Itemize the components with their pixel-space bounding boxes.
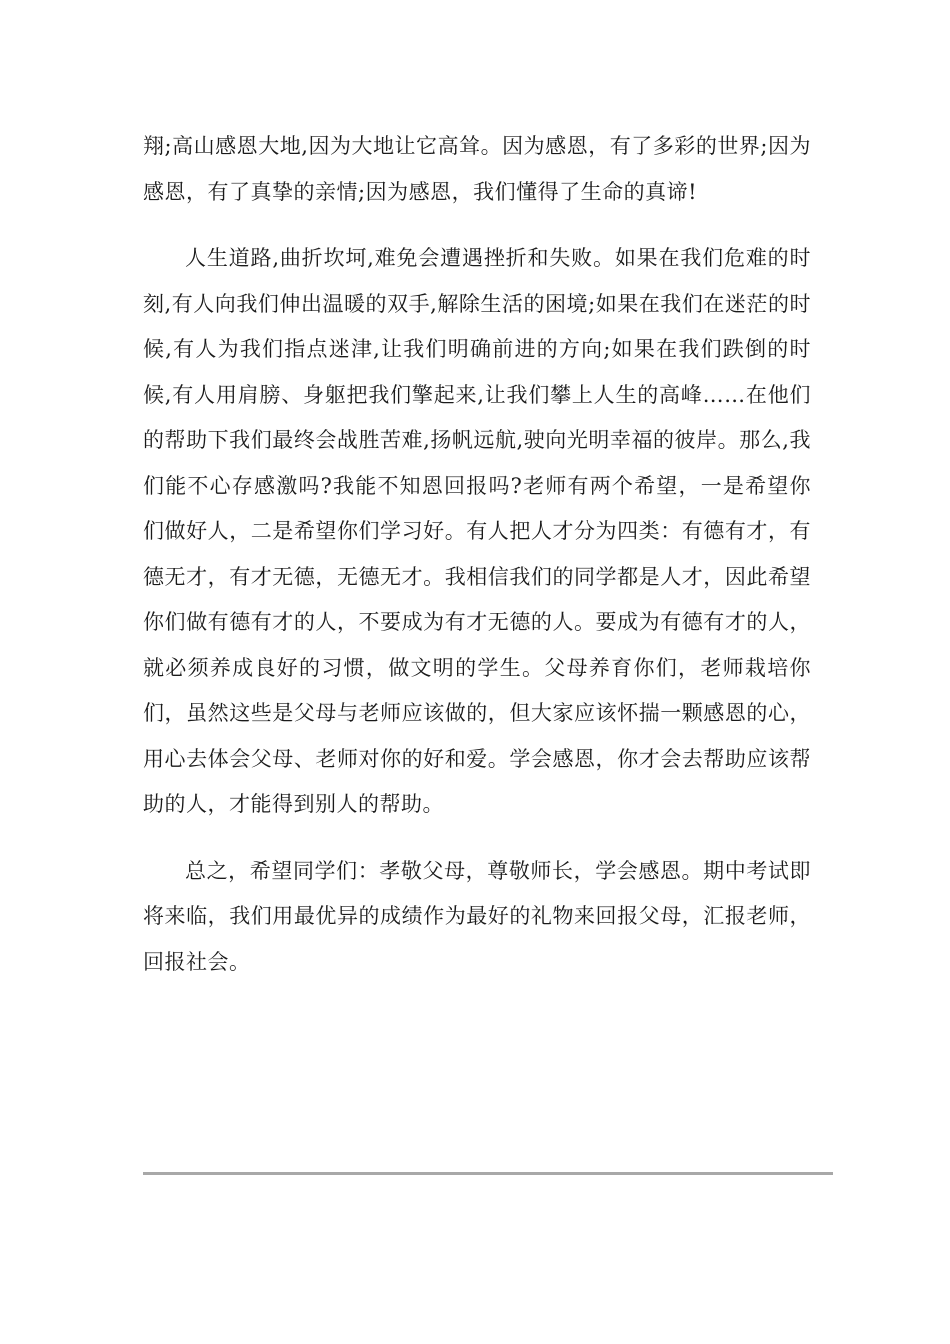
paragraph-continuation: 翔;高山感恩大地,因为大地让它高耸。因为感恩，有了多彩的世界;因为感恩，有了真挚的亲情;因为感恩，我们懂得了生命的真谛! (143, 134, 811, 204)
document-body (143, 124, 811, 985)
paragraph-gratitude-help: 人生道路,曲折坎坷,难免会遭遇挫折和失败。如果在我们危难的时刻,有人向我们伸出温暖的双手,解除生活的困境;如果在我们在迷茫的时候,有人为我们指点迷津,让我们明确前进的方向;如果在我们跌倒的时候,有人用肩膀、身躯把我们擎起来,让我们攀上人生的高峰……在他们的帮助下我们最终会战胜苦难,扬帆远航,驶向光明幸福的彼岸。那么,我们能不心存感激吗?我能不知恩回报吗?老师有两个希望，一是希望你们做好人，二是希望你们学习好。有人把人才分为四类：有德有才，有德无才，有才无德，无德无才。我相信我们的同学都是人才，因此希望你们做有德有才的人，不要成为有才无德的人。要成为有德有才的人，就必须养成良好的习惯，做文明的学生。父母养育你们，老师栽培你们，虽然这些是父母与老师应该做的，但大家应该怀揣一颗感恩的心，用心去体会父母、老师对你的好和爱。学会感恩，你才会去帮助应该帮助的人，才能得到别人的帮助。 (143, 246, 811, 816)
paragraph-conclusion: 总之，希望同学们：孝敬父母，尊敬师长，学会感恩。期中考试即将来临，我们用最优异的成绩作为最好的礼物来回报父母，汇报老师，回报社会。 (143, 858, 811, 974)
page-divider (143, 1172, 833, 1175)
